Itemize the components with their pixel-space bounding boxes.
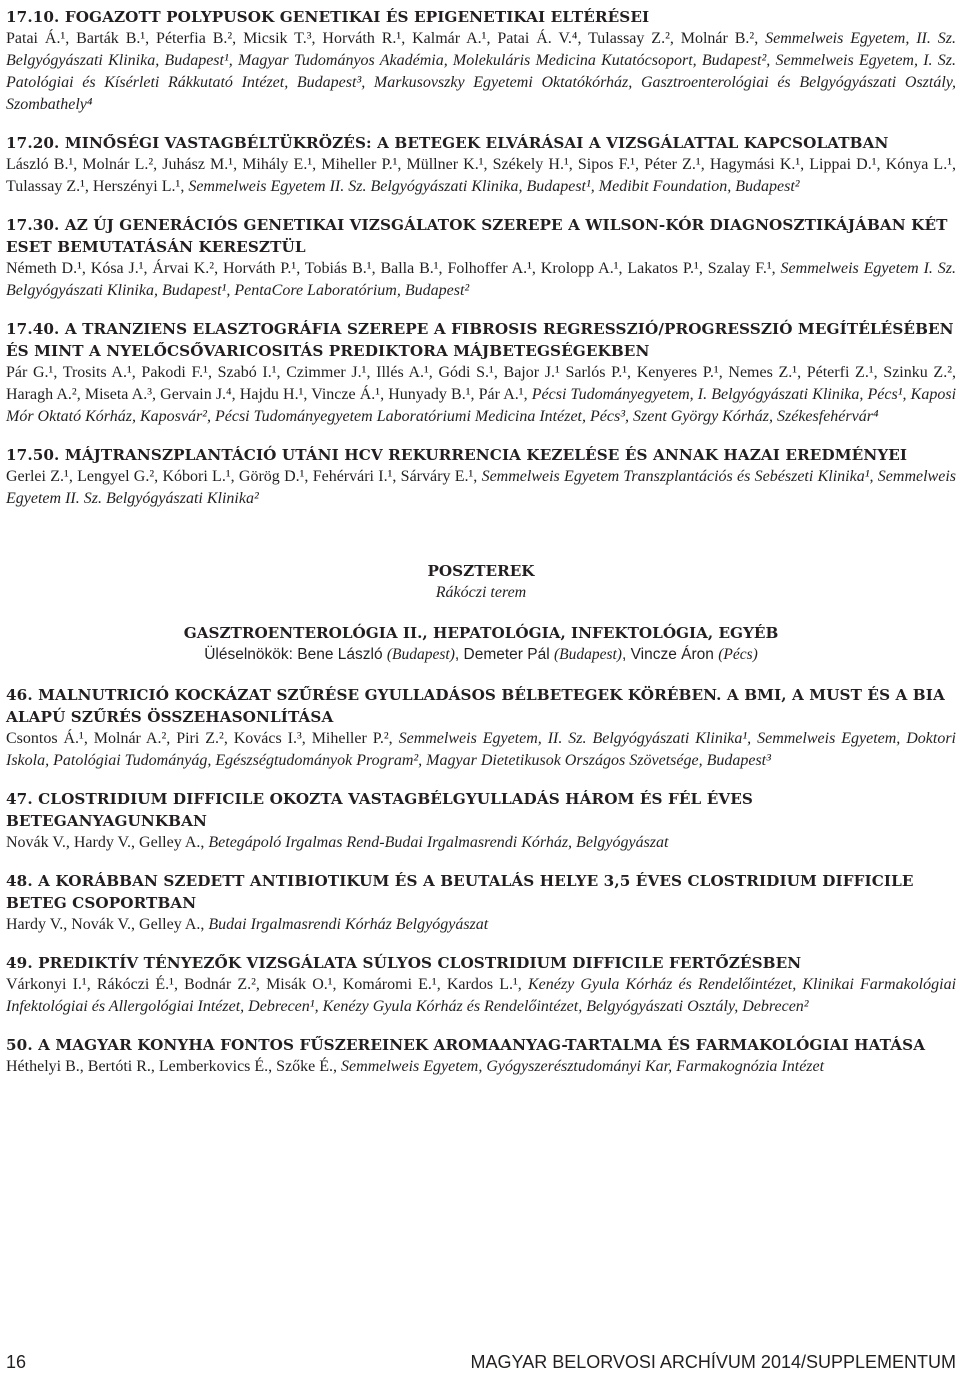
affiliation: Semmelweis Egyetem, II. Sz. Belgyógyászati Klinika¹, Semmelweis Egyetem, Doktori Iskola, Patológiai Tudományág, Egészségtudományok Program², Magyar Dietetikusok Országos Szövetsége, Budapest³ — [6, 730, 957, 769]
affiliation: Semmelweis Egyetem, Gyógyszerésztudományi Kar, Farmakognózia Intézet — [341, 1058, 825, 1075]
entry-authors — [6, 258, 956, 302]
chair-name: , Demeter Pál — [454, 646, 554, 663]
entry-authors — [6, 466, 956, 510]
poster-entry-50 — [6, 1034, 956, 1078]
entry-authors — [6, 1056, 956, 1078]
abstract-entry-3 — [6, 214, 956, 302]
entry-title: 17.30. AZ ÚJ GENERÁCIÓS GENETIKAI VIZSGÁLATOK SZEREPE A WILSON-KÓR DIAGNOSZTIKÁJÁBAN KÉT ESET BEMUTATÁSÁN KERESZTÜL — [6, 216, 948, 256]
posters-heading: POSZTEREK — [427, 562, 535, 580]
page-footer — [6, 1352, 956, 1374]
session-chairs — [6, 644, 956, 666]
chair-city: (Budapest) — [386, 646, 455, 663]
entry-title: 17.20. MINŐSÉGI VASTAGBÉLTÜKRÖZÉS: A BETEGEK ELVÁRÁSAI A VIZSGÁLATTAL KAPCSOLATBAN — [6, 134, 889, 152]
abstract-entry-1 — [6, 6, 956, 116]
author-list: Héthelyi B., Bertóti R., Lemberkovics É., Szőke É., — [6, 1058, 338, 1075]
affiliation: Semmelweis Egyetem II. Sz. Belgyógyászati Klinika, Budapest¹, Medibit Foundation, Budapest² — [188, 178, 800, 195]
document-page — [6, 6, 956, 1078]
entry-title: 47. CLOSTRIDIUM DIFFICILE OKOZTA VASTAGBÉLGYULLADÁS HÁROM ÉS FÉL ÉVES BETEGANYAGUNKBAN — [6, 790, 753, 830]
entry-authors — [6, 914, 956, 936]
chair-city: (Pécs) — [718, 646, 758, 663]
entry-authors — [6, 832, 956, 854]
entry-title: 48. A KORÁBBAN SZEDETT ANTIBIOTIKUM ÉS A BEUTALÁS HELYE 3,5 ÉVES CLOSTRIDIUM DIFFICILE BETEG CSOPORTBAN — [6, 872, 914, 912]
poster-entry-49 — [6, 952, 956, 1018]
entry-authors — [6, 28, 956, 116]
entry-title: 46. MALNUTRICIÓ KOCKÁZAT SZŰRÉSE GYULLADÁSOS BÉLBETEGEK KÖRÉBEN. A BMI, A MUST ÉS A BIA ALAPÚ SZŰRÉS ÖSSZEHASONLÍTÁSA — [6, 686, 945, 726]
affiliation: Semmelweis Egyetem, II. Sz. Belgyógyászati Klinika, Budapest¹, Magyar Tudományos Akadémia, Molekuláris Medicina Kutatócsoport, Budapest², Semmelweis Egyetem, I. Sz. Patológiai és Kísérleti Rákkutató Intézet, Budapest³, Markusovszky Egyetemi Oktatókórház, Gasztroenterológiai és Belgyógyászati Osztály, Szombathely⁴ — [6, 30, 956, 113]
author-list: Novák V., Hardy V., Gelley A., — [6, 834, 205, 851]
author-list: Csontos Á.¹, Molnár A.², Piri Z.², Kovács I.³, Miheller P.², — [6, 730, 393, 747]
author-list: Hardy V., Novák V., Gelley A., — [6, 916, 205, 933]
poster-entry-47 — [6, 788, 956, 854]
author-list: Pár G.¹, Trosits A.¹, Pakodi F.¹, Szabó I.¹, Czimmer J.¹, Illés A.¹, Gódi S.¹, Bajor J.¹ Sarlós P.¹, Kenyeres P.¹, Nemes Z.¹, Péterfi Z.¹, Szinku Z.², Haragh A.², Miseta A.³, Gervain J.⁴, Hajdu H.¹, Vincze Á.¹, Hunyady B.¹, Pár A.¹, — [6, 364, 956, 403]
entry-title: 17.40. A TRANZIENS ELASZTOGRÁFIA SZEREPE A FIBROSIS REGRESSZIÓ/PROGRESSZIÓ MEGÍTÉLÉSÉBEN ÉS MINT A NYELŐCSŐVARICOSITÁS PREDIKTORA MÁJBETEGSÉGEKBEN — [6, 320, 954, 360]
journal-name: MAGYAR BELORVOSI ARCHÍVUM 2014/SUPPLEMENTUM — [470, 1352, 956, 1372]
entry-title: 49. PREDIKTÍV TÉNYEZŐK VIZSGÁLATA SÚLYOS CLOSTRIDIUM DIFFICILE FERTŐZÉSBEN — [6, 954, 802, 972]
abstract-entry-2 — [6, 132, 956, 198]
author-list: Gerlei Z.¹, Lengyel G.², Kóbori L.¹, Görög D.¹, Fehérvári I.¹, Sárváry E.¹, — [6, 468, 478, 485]
author-list: Várkonyi I.¹, Rákóczi É.¹, Bodnár Z.², Misák O.¹, Komáromi E.¹, Kardos L.¹, — [6, 976, 522, 993]
entry-authors — [6, 974, 956, 1018]
chair-name: , Vincze Áron — [621, 646, 719, 663]
chair-city: (Budapest) — [553, 646, 622, 663]
affiliation: Kenézy Gyula Kórház és Rendelőintézet, Klinikai Farmakológiai Infektológiai és Allergológiai Intézet, Debrecen¹, Kenézy Gyula Kórház és Rendelőintézet, Belgyógyászati Osztály, Debrecen² — [6, 976, 957, 1015]
entry-authors — [6, 154, 956, 198]
room-name: Rákóczi terem — [435, 584, 527, 601]
affiliation: Pécsi Tudományegyetem, I. Belgyógyászati Klinika, Pécs¹, Kaposi Mór Oktató Kórház, Kaposvár², Pécsi Tudományegyetem Laboratóriumi Medicina Intézet, Pécs³, Szent György Kórház, Székesfehérvár⁴ — [6, 386, 957, 425]
abstract-entry-4 — [6, 318, 956, 428]
poster-entry-46 — [6, 684, 956, 772]
entry-authors — [6, 728, 956, 772]
chairs-label: Üléselnökök: Bene László — [204, 646, 387, 663]
affiliation: Semmelweis Egyetem I. Sz. Belgyógyászati Klinika, Budapest¹, PentaCore Laboratórium, Budapest² — [6, 260, 957, 299]
author-list: Patai Á.¹, Barták B.¹, Péterfia B.², Micsik T.³, Horváth R.¹, Kalmár A.¹, Patai Á. V.⁴, Tulassay Z.², Molnár B.², — [6, 30, 759, 47]
entry-title: 17.50. MÁJTRANSZPLANTÁCIÓ UTÁNI HCV REKURRENCIA KEZELÉSE ÉS ANNAK HAZAI EREDMÉNYEI — [6, 446, 908, 464]
entry-authors — [6, 362, 956, 428]
affiliation: Betegápoló Irgalmas Rend-Budai Irgalmasrendi Kórház, Belgyógyászat — [208, 834, 669, 851]
affiliation: Semmelweis Egyetem Transzplantációs és Sebészeti Klinika¹, Semmelweis Egyetem II. Sz. Belgyógyászati Klinika² — [6, 468, 956, 507]
author-list: László B.¹, Molnár L.², Juhász M.¹, Mihály E.¹, Miheller P.¹, Müllner K.¹, Székely H.¹, Sipos F.¹, Péter Z.¹, Hagymási K.¹, Lippai D.¹, Kónya L.¹, Tulassay Z.¹, Herszényi L.¹, — [6, 156, 956, 195]
page-number: 16 — [6, 1352, 27, 1372]
affiliation: Budai Irgalmasrendi Kórház Belgyógyászat — [208, 916, 489, 933]
author-list: Németh D.¹, Kósa J.¹, Árvai K.², Horváth P.¹, Tobiás B.¹, Balla B.¹, Folhoffer A.¹, Krolopp A.¹, Lakatos P.¹, Szalay F.¹, — [6, 260, 776, 277]
poster-entry-48 — [6, 870, 956, 936]
entry-title: 50. A MAGYAR KONYHA FONTOS FŰSZEREINEK AROMAANYAG-TARTALMA ÉS FARMAKOLÓGIAI HATÁSA — [6, 1036, 926, 1054]
section-heading: GASZTROENTEROLÓGIA II., HEPATOLÓGIA, INFEKTOLÓGIA, EGYÉB — [183, 624, 779, 642]
abstract-entry-5 — [6, 444, 956, 510]
entry-title: 17.10. FOGAZOTT POLYPUSOK GENETIKAI ÉS EPIGENETIKAI ELTÉRÉSEI — [6, 8, 650, 26]
